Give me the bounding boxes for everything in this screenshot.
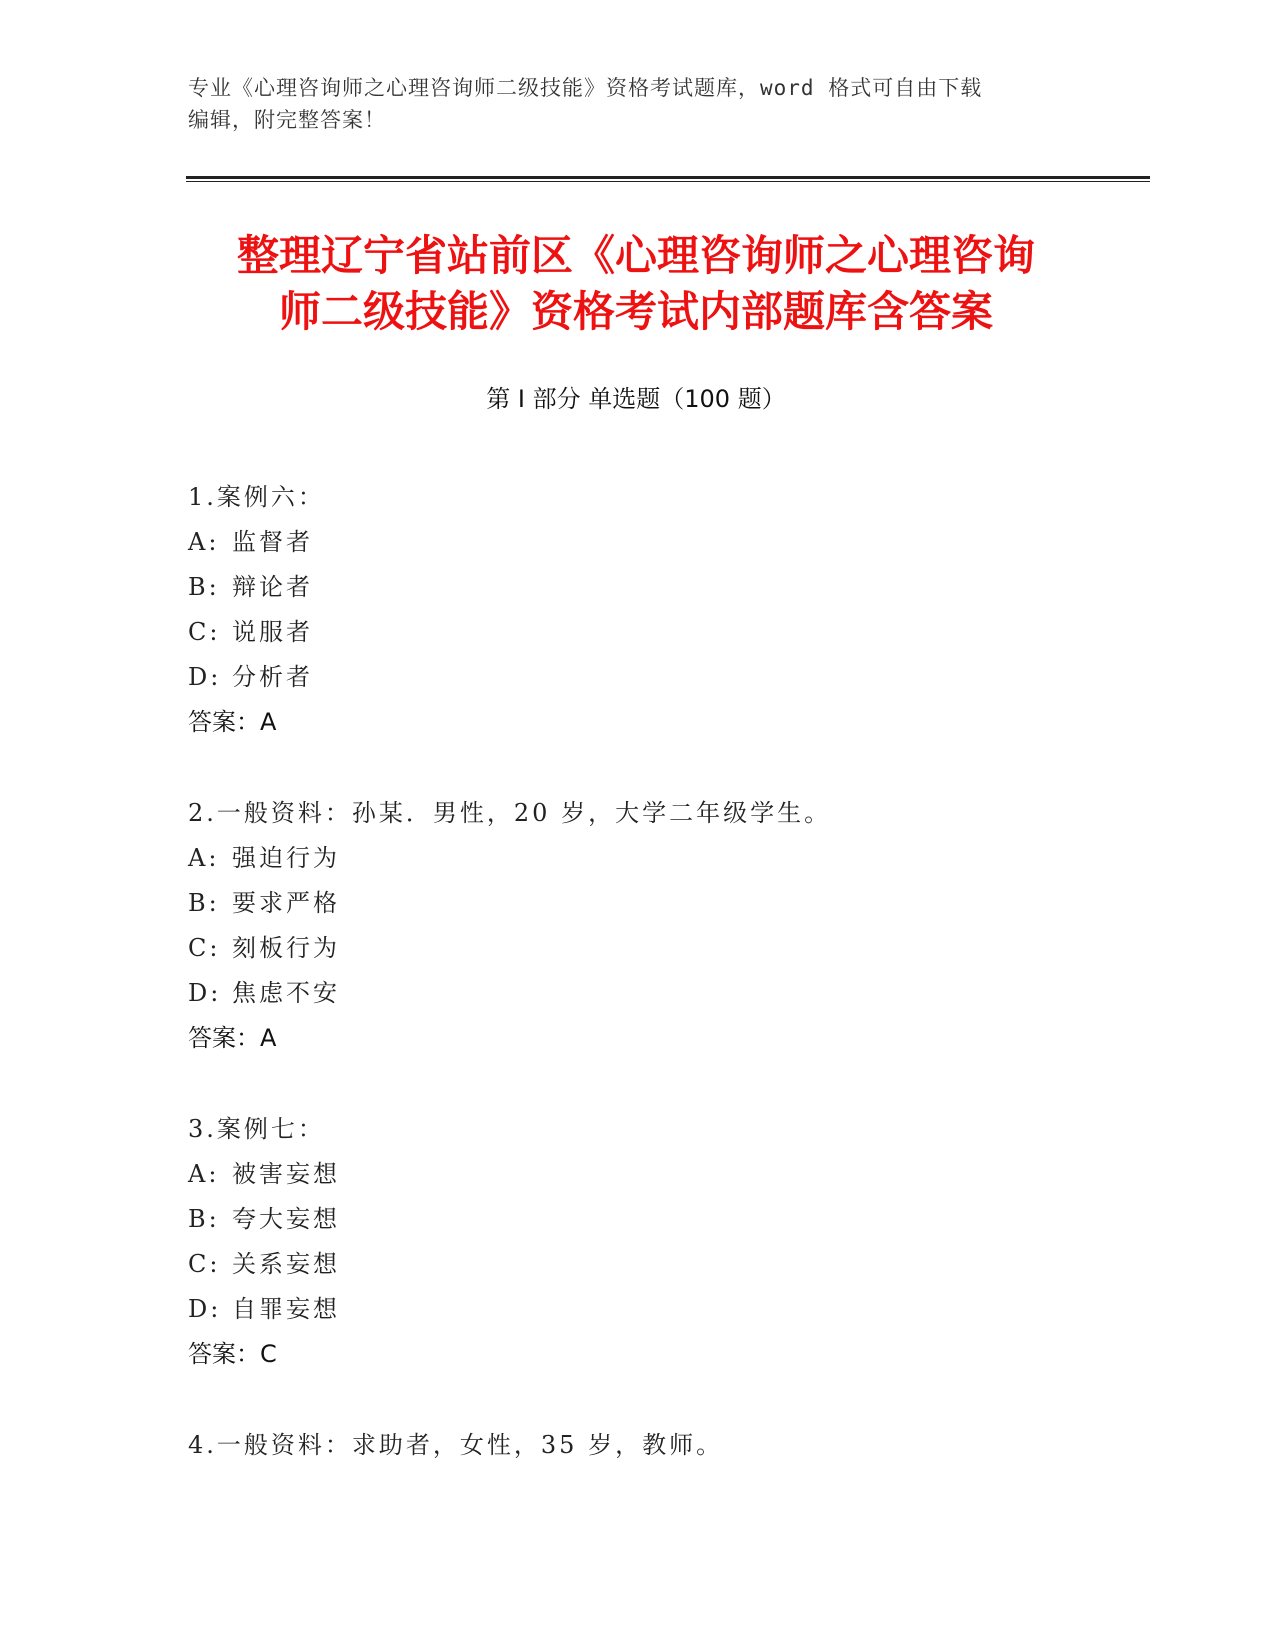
option-key: D: (188, 1295, 222, 1323)
header-note-line-1: 专业《心理咨询师之心理咨询师二级技能》资格考试题库，word 格式可自由下载 (188, 76, 983, 100)
option-a (188, 1152, 1088, 1197)
option-a (188, 520, 1088, 565)
option-text: 被害妄想 (232, 1160, 340, 1188)
option-text: 自罪妄想 (232, 1295, 340, 1323)
question-3 (188, 1107, 1088, 1377)
option-d (188, 655, 1088, 700)
header-divider-thick (186, 176, 1150, 179)
question-stem: 4.一般资料：求助者，女性，35 岁，教师。 (188, 1431, 724, 1459)
header-divider-thin (186, 181, 1150, 182)
option-d (188, 971, 1088, 1016)
option-key: B: (188, 889, 220, 917)
question-stem: 3.案例七： (188, 1115, 325, 1143)
document-title-line-1: 整理辽宁省站前区《心理咨询师之心理咨询 (236, 231, 1035, 280)
document-title-line-2: 师二级技能》资格考试内部题库含答案 (278, 287, 993, 336)
question-1 (188, 475, 1088, 745)
option-key: B: (188, 1205, 220, 1233)
option-text: 关系妄想 (232, 1250, 340, 1278)
option-c (188, 1242, 1088, 1287)
question-stem: 1.案例六： (188, 483, 325, 511)
option-key: C: (188, 618, 221, 646)
option-text: 辩论者 (232, 573, 313, 601)
answer-line: 答案：A (188, 1024, 277, 1052)
option-c (188, 926, 1088, 971)
section-title: 第 I 部分 单选题（100 题） (486, 385, 786, 413)
question-list (188, 475, 1088, 1514)
option-key: A: (188, 1160, 220, 1188)
option-text: 要求严格 (232, 889, 340, 917)
option-text: 焦虑不安 (232, 979, 340, 1007)
document-title (186, 228, 1086, 340)
question-stem: 2.一般资料：孙某．男性，20 岁，大学二年级学生。 (188, 799, 832, 827)
option-text: 监督者 (232, 528, 313, 556)
option-key: A: (188, 844, 220, 872)
question-2 (188, 791, 1088, 1061)
option-key: B: (188, 573, 220, 601)
option-key: C: (188, 1250, 221, 1278)
header-note (188, 72, 1068, 136)
option-a (188, 836, 1088, 881)
question-4 (188, 1423, 1088, 1468)
option-key: D: (188, 663, 222, 691)
option-text: 分析者 (232, 663, 313, 691)
option-d (188, 1287, 1088, 1332)
option-c (188, 610, 1088, 655)
option-text: 刻板行为 (232, 934, 340, 962)
answer-line: 答案：A (188, 708, 277, 736)
option-b (188, 1197, 1088, 1242)
option-text: 说服者 (232, 618, 313, 646)
option-key: D: (188, 979, 222, 1007)
answer-line: 答案：C (188, 1340, 277, 1368)
option-b (188, 881, 1088, 926)
option-key: C: (188, 934, 221, 962)
option-b (188, 565, 1088, 610)
option-text: 夸大妄想 (232, 1205, 340, 1233)
option-text: 强迫行为 (232, 844, 340, 872)
header-note-line-2: 编辑，附完整答案！ (188, 108, 386, 132)
option-key: A: (188, 528, 220, 556)
